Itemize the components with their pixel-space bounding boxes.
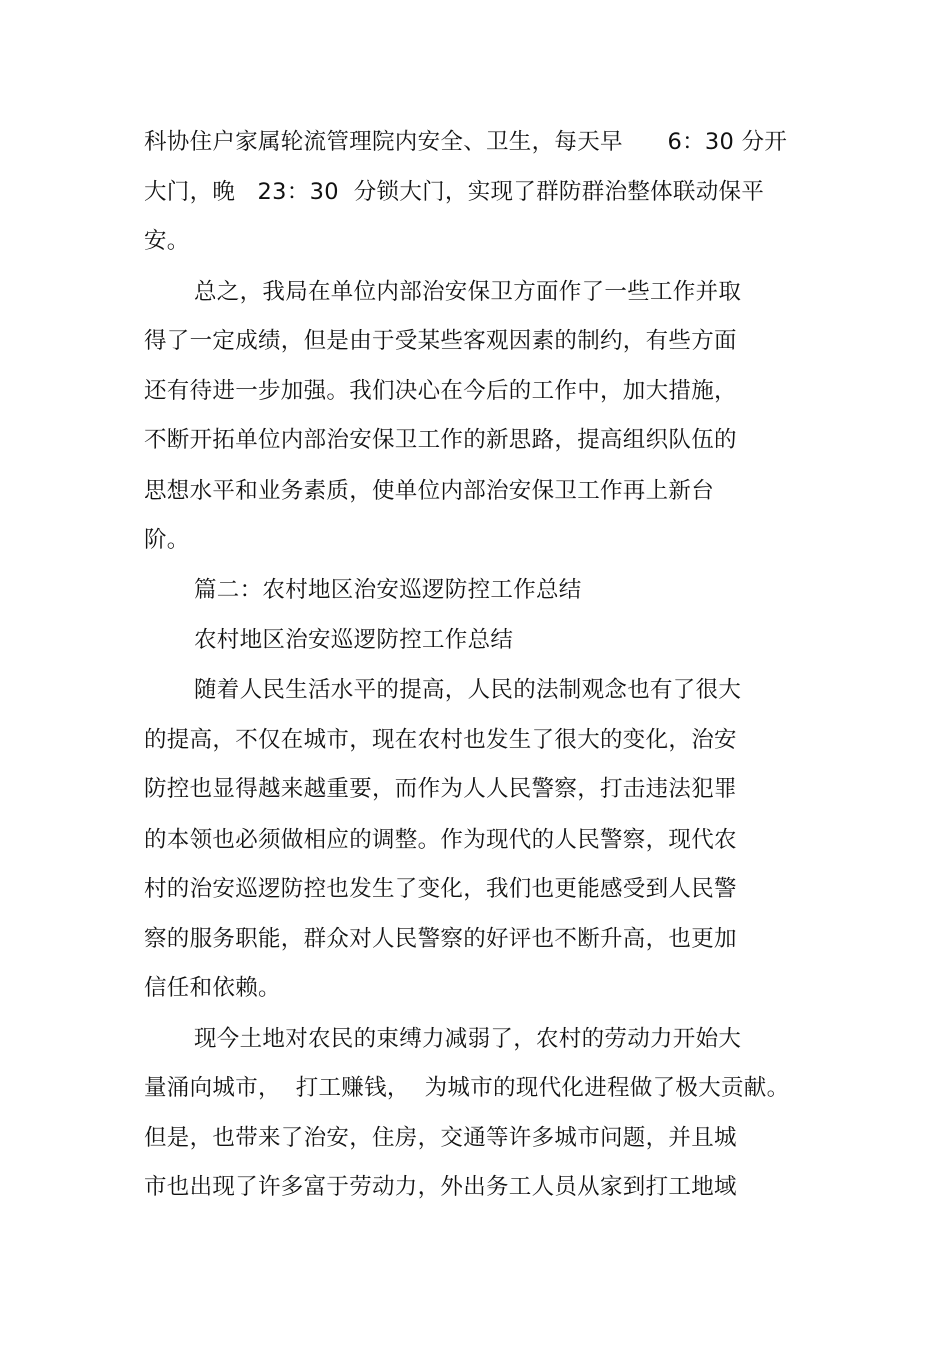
paragraph-line: 村的治安巡逻防控也发生了变化，我们也更能感受到人民警	[144, 876, 737, 902]
paragraph-line: 现今土地对农民的束缚力减弱了，农村的劳动力开始大	[194, 1026, 742, 1052]
paragraph-line: 量涌向城市， 打工赚钱， 为城市的现代化进程做了极大贡献。	[144, 1075, 790, 1101]
paragraph-line: 但是，也带来了治安，住房，交通等许多城市问题，并且城	[144, 1125, 737, 1151]
paragraph-line: 的提高，不仅在城市，现在农村也发生了很大的变化，治安	[144, 727, 737, 753]
paragraph-line: 还有待进一步加强。我们决心在今后的工作中，加大措施，	[144, 378, 737, 404]
paragraph-line: 察的服务职能，群众对人民警察的好评也不断升高，也更加	[144, 926, 737, 952]
section-title: 农村地区治安巡逻防控工作总结	[194, 627, 514, 653]
paragraph-line: 大门，晚 23：30 分锁大门，实现了群防群治整体联动保平	[144, 179, 765, 205]
paragraph-line: 总之，我局在单位内部治安保卫方面作了一些工作并取	[194, 279, 742, 305]
section-heading: 篇二：农村地区治安巡逻防控工作总结	[194, 577, 582, 603]
paragraph-line: 阶。	[144, 527, 190, 553]
paragraph-line: 信任和依赖。	[144, 975, 281, 1001]
paragraph-line: 科协住户家属轮流管理院内安全、卫生，每天早 6：30 分开	[144, 129, 788, 155]
paragraph-line: 不断开拓单位内部治安保卫工作的新思路，提高组织队伍的	[144, 427, 737, 453]
paragraph-line: 思想水平和业务素质，使单位内部治安保卫工作再上新台	[144, 478, 715, 504]
paragraph-line: 随着人民生活水平的提高，人民的法制观念也有了很大	[194, 677, 742, 703]
paragraph-line: 市也出现了许多富于劳动力，外出务工人员从家到打工地域	[144, 1174, 737, 1200]
paragraph-line: 得了一定成绩，但是由于受某些客观因素的制约，有些方面	[144, 328, 737, 354]
paragraph-line: 安。	[144, 228, 190, 254]
paragraph-line: 的本领也必须做相应的调整。作为现代的人民警察，现代农	[144, 827, 737, 853]
paragraph-line: 防控也显得越来越重要，而作为人人民警察，打击违法犯罪	[144, 776, 737, 802]
